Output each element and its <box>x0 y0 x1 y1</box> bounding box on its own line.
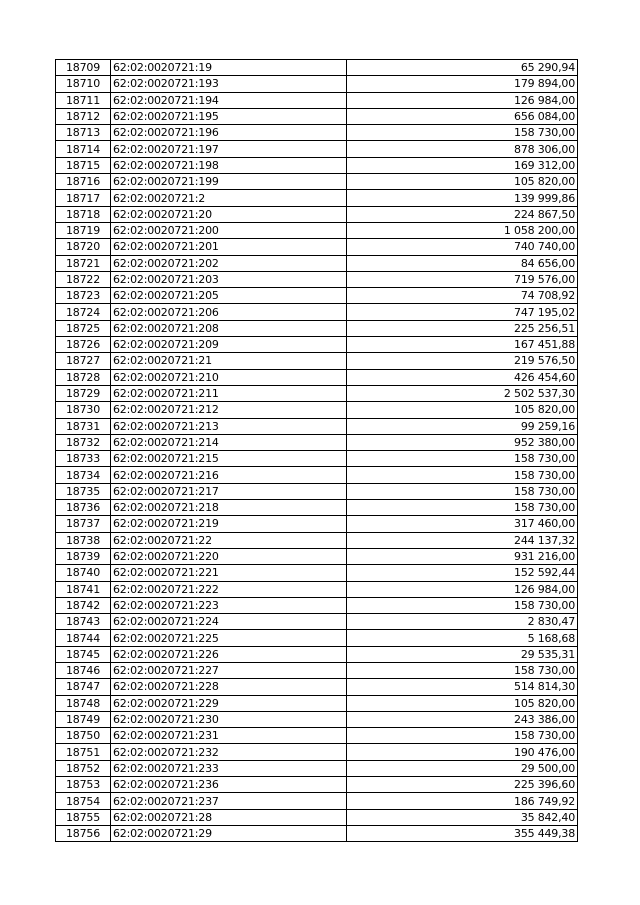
table-row <box>56 76 578 92</box>
table-row <box>56 174 578 190</box>
cadastral-number-cell: 62:02:0020721:209 <box>111 337 347 353</box>
cadastral-value-cell: 1 058 200,00 <box>347 222 578 238</box>
table-row <box>56 157 578 173</box>
row-number-cell: 18717 <box>56 190 111 206</box>
table-row <box>56 271 578 287</box>
cadastral-number-cell: 62:02:0020721:195 <box>111 108 347 124</box>
table-row <box>56 793 578 809</box>
cadastral-number-cell: 62:02:0020721:211 <box>111 385 347 401</box>
cadastral-number-cell: 62:02:0020721:198 <box>111 157 347 173</box>
row-number-cell: 18724 <box>56 304 111 320</box>
cadastral-number-cell: 62:02:0020721:232 <box>111 744 347 760</box>
row-number-cell: 18730 <box>56 402 111 418</box>
row-number-cell: 18716 <box>56 174 111 190</box>
table-row <box>56 206 578 222</box>
cadastral-number-cell: 62:02:0020721:199 <box>111 174 347 190</box>
cadastral-value-cell: 514 814,30 <box>347 679 578 695</box>
row-number-cell: 18718 <box>56 206 111 222</box>
table-row <box>56 581 578 597</box>
cadastral-number-cell: 62:02:0020721:203 <box>111 271 347 287</box>
cadastral-number-cell: 62:02:0020721:214 <box>111 434 347 450</box>
cadastral-number-cell: 62:02:0020721:20 <box>111 206 347 222</box>
cadastral-value-cell: 126 984,00 <box>347 581 578 597</box>
row-number-cell: 18737 <box>56 516 111 532</box>
row-number-cell: 18750 <box>56 728 111 744</box>
cadastral-value-cell: 158 730,00 <box>347 500 578 516</box>
table-row <box>56 92 578 108</box>
cadastral-value-cell: 158 730,00 <box>347 728 578 744</box>
cadastral-value-cell: 29 500,00 <box>347 760 578 776</box>
cadastral-number-cell: 62:02:0020721:224 <box>111 614 347 630</box>
table-row <box>56 825 578 841</box>
cadastral-number-cell: 62:02:0020721:236 <box>111 777 347 793</box>
cadastral-number-cell: 62:02:0020721:202 <box>111 255 347 271</box>
table-row <box>56 614 578 630</box>
row-number-cell: 18753 <box>56 777 111 793</box>
table-row <box>56 108 578 124</box>
cadastral-number-cell: 62:02:0020721:212 <box>111 402 347 418</box>
row-number-cell: 18741 <box>56 581 111 597</box>
table-row <box>56 320 578 336</box>
table-row <box>56 222 578 238</box>
cadastral-value-cell: 740 740,00 <box>347 239 578 255</box>
cadastral-number-cell: 62:02:0020721:22 <box>111 532 347 548</box>
table-row <box>56 597 578 613</box>
cadastral-number-cell: 62:02:0020721:196 <box>111 125 347 141</box>
cadastral-number-cell: 62:02:0020721:213 <box>111 418 347 434</box>
cadastral-number-cell: 62:02:0020721:227 <box>111 662 347 678</box>
cadastral-value-cell: 225 396,60 <box>347 777 578 793</box>
table-body <box>56 60 578 842</box>
cadastral-value-cell: 29 535,31 <box>347 646 578 662</box>
table-row <box>56 255 578 271</box>
row-number-cell: 18738 <box>56 532 111 548</box>
cadastral-value-cell: 84 656,00 <box>347 255 578 271</box>
row-number-cell: 18747 <box>56 679 111 695</box>
row-number-cell: 18728 <box>56 369 111 385</box>
row-number-cell: 18712 <box>56 108 111 124</box>
row-number-cell: 18744 <box>56 630 111 646</box>
cadastral-value-cell: 179 894,00 <box>347 76 578 92</box>
table-row <box>56 548 578 564</box>
cadastral-number-cell: 62:02:0020721:233 <box>111 760 347 776</box>
table-row <box>56 728 578 744</box>
cadastral-value-cell: 105 820,00 <box>347 402 578 418</box>
row-number-cell: 18754 <box>56 793 111 809</box>
cadastral-number-cell: 62:02:0020721:21 <box>111 353 347 369</box>
cadastral-value-cell: 158 730,00 <box>347 125 578 141</box>
table-row <box>56 369 578 385</box>
row-number-cell: 18721 <box>56 255 111 271</box>
table-row <box>56 679 578 695</box>
cadastral-number-cell: 62:02:0020721:223 <box>111 597 347 613</box>
cadastral-value-cell: 74 708,92 <box>347 288 578 304</box>
cadastral-value-cell: 225 256,51 <box>347 320 578 336</box>
cadastral-value-cell: 158 730,00 <box>347 597 578 613</box>
table-row <box>56 190 578 206</box>
cadastral-value-cell: 152 592,44 <box>347 565 578 581</box>
row-number-cell: 18746 <box>56 662 111 678</box>
cadastral-number-cell: 62:02:0020721:2 <box>111 190 347 206</box>
row-number-cell: 18749 <box>56 711 111 727</box>
table-row <box>56 353 578 369</box>
cadastral-number-cell: 62:02:0020721:237 <box>111 793 347 809</box>
cadastral-number-cell: 62:02:0020721:208 <box>111 320 347 336</box>
cadastral-number-cell: 62:02:0020721:221 <box>111 565 347 581</box>
cadastral-value-cell: 952 380,00 <box>347 434 578 450</box>
row-number-cell: 18742 <box>56 597 111 613</box>
table-row <box>56 809 578 825</box>
row-number-cell: 18719 <box>56 222 111 238</box>
cadastral-number-cell: 62:02:0020721:197 <box>111 141 347 157</box>
table-row <box>56 125 578 141</box>
row-number-cell: 18733 <box>56 451 111 467</box>
table-row <box>56 760 578 776</box>
row-number-cell: 18755 <box>56 809 111 825</box>
table-row <box>56 500 578 516</box>
cadastral-value-cell: 190 476,00 <box>347 744 578 760</box>
row-number-cell: 18722 <box>56 271 111 287</box>
row-number-cell: 18720 <box>56 239 111 255</box>
table-row <box>56 337 578 353</box>
cadastral-number-cell: 62:02:0020721:228 <box>111 679 347 695</box>
row-number-cell: 18751 <box>56 744 111 760</box>
cadastral-number-cell: 62:02:0020721:220 <box>111 548 347 564</box>
table-row <box>56 467 578 483</box>
row-number-cell: 18743 <box>56 614 111 630</box>
cadastral-value-cell: 2 830,47 <box>347 614 578 630</box>
cadastral-number-cell: 62:02:0020721:205 <box>111 288 347 304</box>
cadastral-number-cell: 62:02:0020721:225 <box>111 630 347 646</box>
cadastral-value-cell: 719 576,00 <box>347 271 578 287</box>
cadastral-value-cell: 158 730,00 <box>347 662 578 678</box>
cadastral-value-cell: 186 749,92 <box>347 793 578 809</box>
table-row <box>56 60 578 76</box>
row-number-cell: 18752 <box>56 760 111 776</box>
cadastral-value-cell: 105 820,00 <box>347 695 578 711</box>
cadastral-value-cell: 126 984,00 <box>347 92 578 108</box>
cadastral-value-cell: 167 451,88 <box>347 337 578 353</box>
table-row <box>56 777 578 793</box>
cadastral-value-cell: 169 312,00 <box>347 157 578 173</box>
table-row <box>56 630 578 646</box>
cadastral-value-cell: 244 137,32 <box>347 532 578 548</box>
cadastral-value-cell: 747 195,02 <box>347 304 578 320</box>
cadastral-number-cell: 62:02:0020721:200 <box>111 222 347 238</box>
row-number-cell: 18715 <box>56 157 111 173</box>
cadastral-number-cell: 62:02:0020721:226 <box>111 646 347 662</box>
cadastral-number-cell: 62:02:0020721:29 <box>111 825 347 841</box>
table-row <box>56 385 578 401</box>
cadastral-value-cell: 219 576,50 <box>347 353 578 369</box>
cadastral-number-cell: 62:02:0020721:194 <box>111 92 347 108</box>
cadastral-value-cell: 35 842,40 <box>347 809 578 825</box>
cadastral-number-cell: 62:02:0020721:231 <box>111 728 347 744</box>
cadastral-value-cell: 656 084,00 <box>347 108 578 124</box>
cadastral-number-cell: 62:02:0020721:210 <box>111 369 347 385</box>
row-number-cell: 18729 <box>56 385 111 401</box>
row-number-cell: 18727 <box>56 353 111 369</box>
row-number-cell: 18723 <box>56 288 111 304</box>
row-number-cell: 18709 <box>56 60 111 76</box>
row-number-cell: 18734 <box>56 467 111 483</box>
cadastral-value-cell: 931 216,00 <box>347 548 578 564</box>
table-row <box>56 483 578 499</box>
cadastral-value-cell: 2 502 537,30 <box>347 385 578 401</box>
cadastral-value-cell: 158 730,00 <box>347 467 578 483</box>
row-number-cell: 18735 <box>56 483 111 499</box>
cadastral-number-cell: 62:02:0020721:218 <box>111 500 347 516</box>
row-number-cell: 18740 <box>56 565 111 581</box>
cadastral-number-cell: 62:02:0020721:230 <box>111 711 347 727</box>
table-row <box>56 744 578 760</box>
row-number-cell: 18756 <box>56 825 111 841</box>
cadastral-number-cell: 62:02:0020721:28 <box>111 809 347 825</box>
table-row <box>56 141 578 157</box>
cadastral-value-cell: 65 290,94 <box>347 60 578 76</box>
cadastral-value-cell: 224 867,50 <box>347 206 578 222</box>
row-number-cell: 18725 <box>56 320 111 336</box>
row-number-cell: 18736 <box>56 500 111 516</box>
cadastral-value-cell: 5 168,68 <box>347 630 578 646</box>
table-row <box>56 646 578 662</box>
table-row <box>56 565 578 581</box>
cadastral-number-cell: 62:02:0020721:19 <box>111 60 347 76</box>
cadastral-value-cell: 355 449,38 <box>347 825 578 841</box>
cadastral-number-cell: 62:02:0020721:206 <box>111 304 347 320</box>
cadastral-value-cell: 105 820,00 <box>347 174 578 190</box>
table-row <box>56 516 578 532</box>
cadastral-value-cell: 158 730,00 <box>347 451 578 467</box>
table-row <box>56 402 578 418</box>
cadastral-value-cell: 878 306,00 <box>347 141 578 157</box>
cadastral-number-cell: 62:02:0020721:216 <box>111 467 347 483</box>
cadastral-value-cell: 317 460,00 <box>347 516 578 532</box>
row-number-cell: 18731 <box>56 418 111 434</box>
cadastral-value-cell: 243 386,00 <box>347 711 578 727</box>
table-row <box>56 711 578 727</box>
row-number-cell: 18713 <box>56 125 111 141</box>
row-number-cell: 18711 <box>56 92 111 108</box>
table-row <box>56 434 578 450</box>
cadastral-value-cell: 158 730,00 <box>347 483 578 499</box>
cadastral-number-cell: 62:02:0020721:219 <box>111 516 347 532</box>
cadastral-value-cell: 139 999,86 <box>347 190 578 206</box>
cadastral-value-cell: 99 259,16 <box>347 418 578 434</box>
row-number-cell: 18748 <box>56 695 111 711</box>
table-row <box>56 418 578 434</box>
cadastral-value-table <box>55 59 578 842</box>
table-row <box>56 288 578 304</box>
table-row <box>56 239 578 255</box>
cadastral-number-cell: 62:02:0020721:215 <box>111 451 347 467</box>
table-row <box>56 532 578 548</box>
row-number-cell: 18732 <box>56 434 111 450</box>
cadastral-number-cell: 62:02:0020721:222 <box>111 581 347 597</box>
table-row <box>56 304 578 320</box>
row-number-cell: 18739 <box>56 548 111 564</box>
cadastral-number-cell: 62:02:0020721:193 <box>111 76 347 92</box>
cadastral-number-cell: 62:02:0020721:217 <box>111 483 347 499</box>
table-row <box>56 695 578 711</box>
cadastral-number-cell: 62:02:0020721:201 <box>111 239 347 255</box>
table-row <box>56 662 578 678</box>
row-number-cell: 18710 <box>56 76 111 92</box>
row-number-cell: 18745 <box>56 646 111 662</box>
cadastral-number-cell: 62:02:0020721:229 <box>111 695 347 711</box>
table-row <box>56 451 578 467</box>
cadastral-value-cell: 426 454,60 <box>347 369 578 385</box>
row-number-cell: 18714 <box>56 141 111 157</box>
row-number-cell: 18726 <box>56 337 111 353</box>
